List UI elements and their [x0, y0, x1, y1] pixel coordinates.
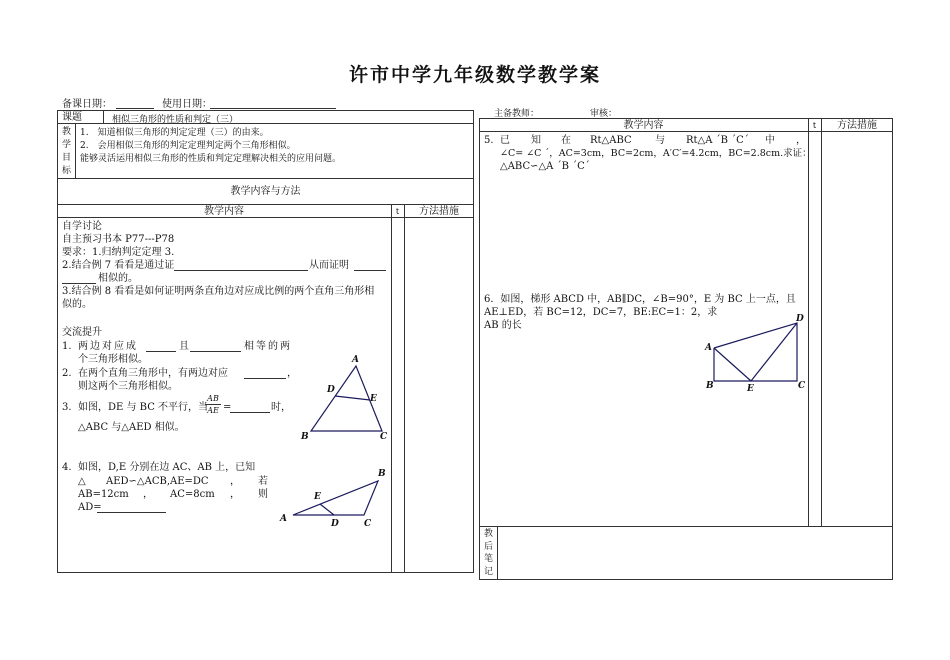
q4-text: ， — [230, 476, 240, 487]
q2-text: 在两个直角三角形中，有两边对应 — [78, 368, 228, 379]
triangle-figure-q3 — [296, 352, 391, 442]
label-e: E — [314, 492, 321, 502]
goal-item: 2. 会用相似三角形的判定定理判定两个三角形相似。 — [80, 141, 296, 151]
q4-text: △ — [78, 476, 86, 487]
label-c: C — [380, 432, 388, 442]
page-title: 许市中学九年级数学教学案 — [348, 64, 601, 86]
q4-text: AB=12cm — [78, 489, 129, 500]
segment-ed — [320, 504, 334, 515]
divider — [391, 204, 392, 573]
q5-text: 知 — [531, 135, 541, 146]
q5-number: 5. — [484, 135, 494, 146]
self-study-text: 自主预习书本 P77---P78 — [62, 234, 175, 245]
label-d: D — [331, 519, 339, 529]
col-content-header: 教学内容 — [623, 120, 664, 131]
divider — [57, 123, 474, 124]
self-study-text: 3.结合例 8 看看是如何证明两条直角边对应成比例的两个直角三角形相 — [62, 286, 375, 297]
trapezoid-figure-q6 — [700, 310, 808, 396]
label-a: A — [280, 514, 287, 524]
q4-text: 则 — [258, 489, 268, 500]
divider — [103, 110, 104, 123]
segment-ae — [714, 348, 751, 381]
q3-text: 如图，DE 与 BC 不平行，当 — [78, 402, 209, 413]
divider — [808, 118, 809, 526]
answer-blank[interactable] — [354, 270, 386, 271]
label-c: C — [798, 381, 806, 391]
fraction-denominator: AE — [207, 406, 219, 415]
divider — [75, 123, 76, 178]
answer-blank[interactable] — [244, 378, 286, 379]
col-method-header: 方法措施 — [419, 206, 459, 217]
q5-text: 与 — [655, 135, 665, 146]
reviewer-label: 审核： — [590, 109, 618, 119]
divider — [479, 131, 893, 132]
q3-text: △ABC 与△AED 相似。 — [78, 422, 185, 433]
topic-label: 课题 — [62, 112, 82, 123]
col-t-header: t — [395, 207, 400, 216]
self-study-text: 从而证明 — [309, 260, 349, 271]
fraction-numerator: AB — [205, 394, 221, 405]
exchange-title: 交流提升 — [62, 327, 102, 338]
use-date-label: 使用日期： — [162, 99, 212, 110]
q1-text: 且 — [179, 341, 189, 352]
q2-number: 2. — [62, 368, 72, 379]
q5-text: 中 — [765, 135, 775, 146]
label-a: A — [705, 343, 712, 353]
q4-text: 如图，D,E 分别在边 AC、AB 上，已知 — [78, 462, 256, 473]
q6-text: AE⊥ED，若 BC=12，DC=7，BE:EC=1：2，求 — [484, 307, 718, 318]
q3-text: = — [223, 402, 232, 413]
q5-text: ， — [796, 135, 806, 146]
right-panel — [479, 118, 893, 580]
q5-text: 已 — [500, 135, 510, 146]
answer-blank[interactable] — [62, 283, 96, 284]
self-study-title: 自学讨论 — [62, 221, 102, 232]
answer-blank[interactable] — [190, 351, 241, 352]
q5-text: Rt△ABC — [590, 135, 632, 146]
answer-blank[interactable] — [146, 351, 176, 352]
goals-list — [80, 127, 341, 166]
q4-text: ， — [143, 489, 153, 500]
q1-text: 个三角形相似。 — [78, 354, 148, 365]
label-e: E — [747, 384, 754, 394]
col-content-header: 教学内容 — [204, 206, 244, 217]
self-study-text: 2.结合例 7 看看是通过证 — [62, 260, 175, 271]
q3-number: 3. — [62, 402, 72, 413]
q4-text: 若 — [258, 476, 268, 487]
label-b: B — [706, 381, 714, 391]
label-d: D — [327, 385, 335, 395]
q2-text: 则这两个三角形相似。 — [78, 381, 178, 392]
segment-de — [335, 396, 370, 400]
q6-text: AB 的长 — [484, 320, 522, 331]
topic-value: 相似三角形的性质和判定（三） — [112, 115, 239, 125]
answer-blank[interactable] — [174, 270, 308, 271]
goal-item: 能够灵活运用相似三角形的性质和判定定理解决相关的应用问题。 — [80, 154, 342, 164]
label-a: A — [352, 355, 359, 365]
divider — [57, 217, 474, 218]
self-study-text: 要求：1.归纳判定定理 3. — [62, 247, 175, 258]
answer-blank[interactable] — [230, 412, 270, 413]
label-d: D — [796, 314, 804, 324]
self-study-text: 似的。 — [62, 299, 92, 310]
prep-date-blank[interactable] — [116, 108, 154, 109]
q4-number: 4. — [62, 462, 72, 473]
q5-text: △ABC∽△A ˊB ˊCˊ — [500, 161, 590, 172]
notes-label: 教 后 笔 记 — [484, 529, 494, 577]
triangle-figure-q4 — [276, 464, 391, 530]
label-b: B — [301, 432, 309, 442]
q1-number: 1. — [62, 341, 72, 352]
prep-date-label: 备课日期： — [62, 99, 112, 110]
col-method-header: 方法措施 — [837, 120, 877, 131]
goal-item: 1. 知道相似三角形的判定定理（三）的由来。 — [80, 128, 269, 138]
label-c: C — [364, 519, 372, 529]
q4-text: AED∽△ACB,AE=DC — [106, 476, 209, 487]
label-e: E — [370, 394, 377, 404]
q5-text: ∠C= ∠C ˊ，AC=3cm，BC=2cm，A′C′=4.2cm，BC=2.8cm.求证： — [500, 148, 812, 159]
label-b: B — [378, 469, 386, 479]
q3-text: 时， — [271, 402, 291, 413]
q1-text: 两边对应成 — [78, 341, 138, 352]
q2-text: ， — [287, 368, 297, 379]
answer-blank[interactable] — [97, 512, 166, 513]
divider — [57, 178, 474, 179]
segment-ed — [751, 323, 797, 381]
teacher-label: 主备教师： — [494, 109, 540, 119]
use-date-blank[interactable] — [210, 108, 336, 109]
section-title: 教学内容与方法 — [230, 186, 301, 197]
divider — [821, 118, 822, 526]
q5-text: 在 — [561, 135, 571, 146]
goal-label: 教 学 目 标 — [62, 127, 72, 176]
q4-text: AD= — [78, 502, 102, 513]
q5-text: Rt△A ˊB ˊCˊ — [686, 135, 749, 146]
col-t-header: t — [812, 121, 817, 130]
triangle-acb — [293, 481, 378, 515]
q1-text: 相等的两 — [244, 341, 292, 352]
q6-text: 6．如图，梯形 ABCD 中，AB∥DC，∠B=90°，E 为 BC 上一点，且 — [484, 294, 796, 305]
notes-area[interactable] — [498, 527, 892, 579]
self-study-text: 相似的。 — [98, 273, 138, 284]
trapezoid-abcd — [714, 323, 797, 381]
q4-text: ， — [230, 489, 240, 500]
q4-text: AC=8cm — [170, 489, 215, 500]
divider — [404, 204, 405, 573]
